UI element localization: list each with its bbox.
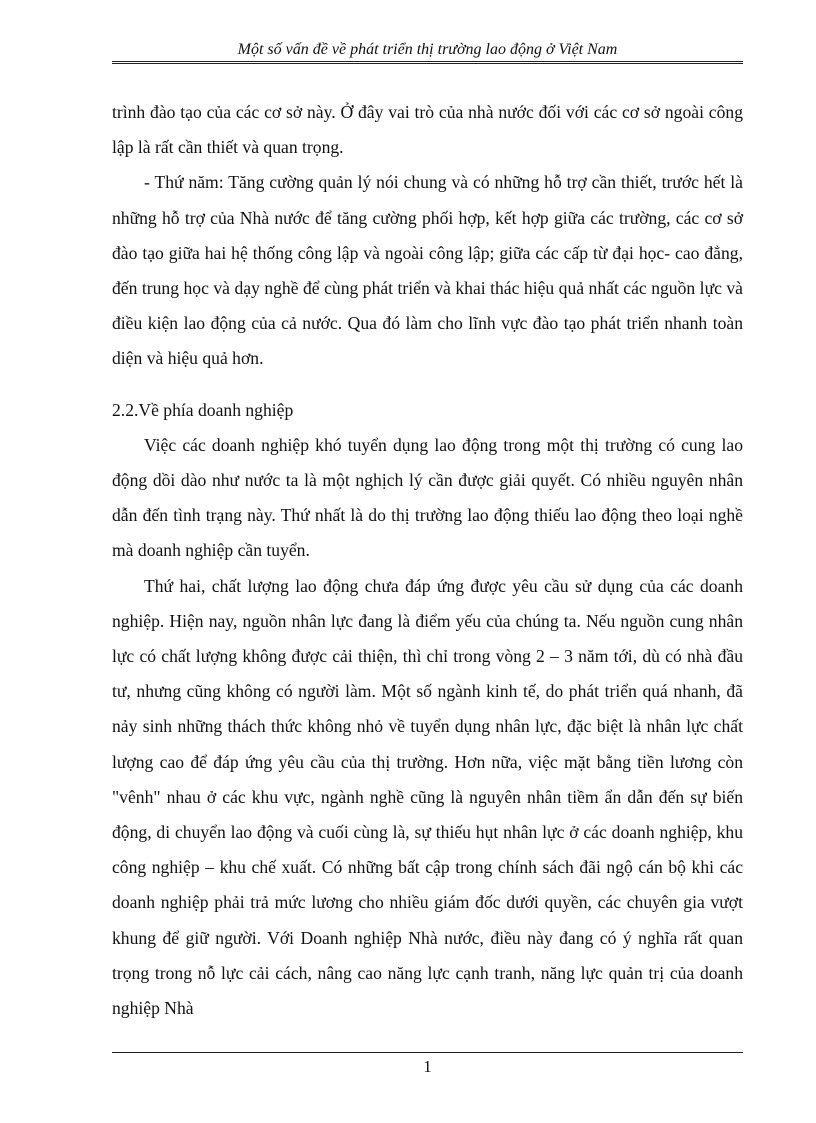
header-divider <box>112 61 743 64</box>
page-number: 1 <box>423 1057 432 1076</box>
footer-divider <box>112 1052 743 1053</box>
paragraph-labor-quality: Thứ hai, chất lượng lao động chưa đáp ứng được yêu cầu sử dụng của các doanh nghiệp. Hiện nay, nguồn nhân lực đang là điểm yếu của chúng ta. Nếu nguồn cung nhân lực có chất lượng không được cải thiện, thì chỉ trong vòng 2 – 3 năm tới, dù có nhà đầu tư, nhưng cũng không có người làm. Một số ngành kinh tế, do phát triển quá nhanh, đã nảy sinh những thách thức không nhỏ về tuyển dụng nhân lực, đặc biệt là nhân lực chất lượng cao để đáp ứng yêu cầu của thị trường. Hơn nữa, việc mặt bằng tiền lương còn "vênh" nhau ở các khu vực, ngành nghề cũng là nguyên nhân tiềm ẩn dẫn đến sự biến động, di chuyển lao động và cuối cùng là, sự thiếu hụt nhân lực ở các doanh nghiệp, khu công nghiệp – khu chế xuất. Có những bất cập trong chính sách đãi ngộ cán bộ khi các doanh nghiệp phải trả mức lương cho nhiều giám đốc dưới quyền, các chuyên gia vượt khung để giữ người. Với Doanh nghiệp Nhà nước, điều này đang có ý nghĩa rất quan trọng trong nỗ lực cải cách, nâng cao năng lực cạnh tranh, năng lực quản trị của doanh nghiệp Nhà <box>112 575 743 1019</box>
section-heading: 2.2.Về phía doanh nghiệp <box>112 399 294 420</box>
paragraph-enterprise-recruitment: Việc các doanh nghiệp khó tuyển dụng lao động trong một thị trường có cung lao động dồi dào như nước ta là một nghịch lý cần được giải quyết. Có nhiều nguyên nhân dẫn đến tình trạng này. Thứ nhất là do thị trường lao động thiếu lao động theo loại nghề mà doanh nghiệp cần tuyển. <box>112 434 743 561</box>
page-header-title: Một số vấn đề về phát triển thị trường lao động ở Việt Nam <box>237 41 618 58</box>
paragraph-item-five: - Thứ năm: Tăng cường quản lý nói chung và có những hỗ trợ cần thiết, trước hết là những hỗ trợ của Nhà nước để tăng cường phối hợp, kết hợp giữa các trường, các cơ sở đào tạo giữa hai hệ thống công lập và ngoài công lập; giữa các cấp từ đại học- cao đẳng, đến trung học và dạy nghề để cùng phát triển và khai thác hiệu quả nhất các nguồn lực và điều kiện lao động của cả nước. Qua đó làm cho lĩnh vực đào tạo phát triển nhanh toàn diện và hiệu quả hơn. <box>112 172 743 369</box>
document-body <box>112 95 743 1026</box>
paragraph-continuation: trình đào tạo của các cơ sở này. Ở đây vai trò của nhà nước đối với các cơ sở ngoài công lập là rất cần thiết và quan trọng. <box>112 102 743 158</box>
